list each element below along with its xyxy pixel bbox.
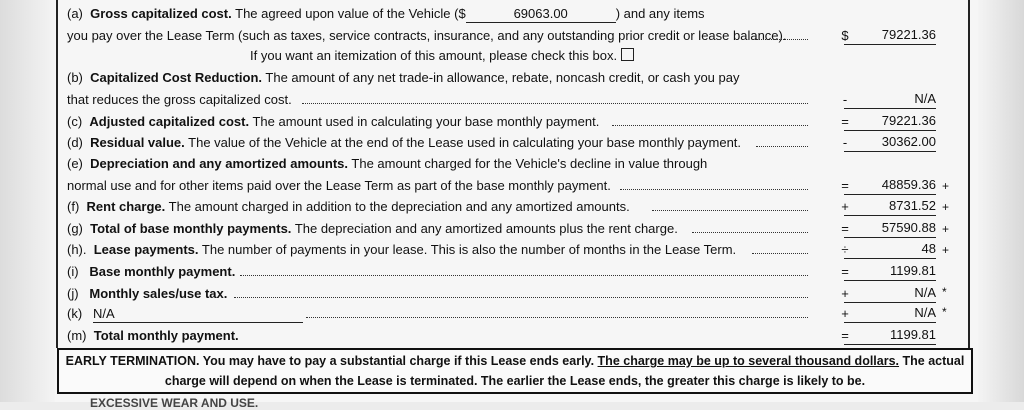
row-c-text: The amount used in calculating your base monthly payment. bbox=[252, 114, 600, 129]
operator-plus: + bbox=[841, 199, 849, 214]
row-j-title: Monthly sales/use tax. bbox=[89, 286, 228, 301]
row-g-text: The depreciation and any amortized amounts plus the rent charge. bbox=[294, 221, 678, 236]
leader-dots bbox=[692, 224, 808, 233]
total-monthly-payment-value[interactable]: 1199.81 bbox=[844, 327, 936, 345]
row-a-title: Gross capitalized cost. bbox=[90, 6, 232, 21]
row-e-text: The amount charged for the Vehicle's decline in value through bbox=[351, 156, 708, 171]
operator-equals: = bbox=[841, 264, 849, 279]
row-h-letter: (h). bbox=[67, 242, 87, 257]
row-i-title: Base monthly payment. bbox=[89, 264, 236, 279]
total-base-payments-value[interactable]: 57590.88 bbox=[844, 220, 936, 238]
early-termination-text-end: The actual bbox=[902, 354, 965, 368]
operator-equals: = bbox=[841, 328, 849, 343]
row-e-line1 bbox=[67, 156, 707, 172]
row-h bbox=[67, 242, 736, 258]
adjusted-cap-cost-value[interactable]: 79221.36 bbox=[844, 113, 936, 131]
leader-dots bbox=[752, 245, 808, 254]
vehicle-value-field[interactable]: 69063.00 bbox=[466, 6, 616, 23]
rent-charge-value[interactable]: 8731.52 bbox=[844, 198, 936, 216]
row-e-suffix: + bbox=[942, 179, 950, 193]
next-section-heading: EXCESSIVE WEAR AND USE. bbox=[90, 396, 259, 410]
residual-value[interactable]: 30362.00 bbox=[844, 134, 936, 152]
row-b-line1 bbox=[67, 70, 739, 86]
row-c bbox=[67, 114, 599, 130]
row-c-title: Adjusted capitalized cost. bbox=[89, 114, 250, 129]
early-termination-warning: The charge may be up to several thousand dollars. bbox=[597, 354, 900, 368]
row-c-letter: (c) bbox=[67, 114, 83, 129]
row-b-title: Capitalized Cost Reduction. bbox=[90, 70, 263, 85]
leader-dots bbox=[612, 117, 808, 126]
row-b-text: The amount of any net trade-in allowance, rebate, noncash credit, or cash you pay bbox=[265, 70, 740, 85]
row-g-title: Total of base monthly payments. bbox=[90, 221, 292, 236]
row-g-letter: (g) bbox=[67, 221, 83, 236]
early-termination-line2: charge will depend on when the Lease is terminated. The earlier the Lease ends, the greater this charge is likely to be. bbox=[164, 374, 866, 388]
early-termination-line1 bbox=[59, 354, 971, 368]
gross-capitalized-cost-value[interactable]: 79221.36 bbox=[844, 27, 936, 45]
depreciation-value[interactable]: 48859.36 bbox=[844, 177, 936, 195]
cap-cost-reduction-value[interactable]: N/A bbox=[844, 91, 936, 109]
row-e-letter: (e) bbox=[67, 156, 83, 171]
leader-dots bbox=[652, 202, 808, 211]
row-f-text: The amount charged in addition to the depreciation and any amortized amounts. bbox=[168, 199, 630, 214]
leader-dots bbox=[620, 181, 808, 190]
leader-dots bbox=[234, 289, 808, 298]
row-h-title: Lease payments. bbox=[93, 242, 199, 257]
itemize-note bbox=[250, 48, 634, 64]
row-g-suffix: + bbox=[942, 222, 950, 236]
itemize-checkbox[interactable] bbox=[621, 48, 634, 61]
leader-dots bbox=[756, 138, 808, 147]
sales-tax-value[interactable]: N/A bbox=[844, 285, 936, 303]
row-h-suffix: + bbox=[942, 243, 950, 257]
row-k-suffix: * bbox=[942, 305, 947, 319]
row-j bbox=[67, 286, 227, 302]
left-border bbox=[56, 0, 58, 348]
row-i bbox=[67, 264, 235, 280]
row-g bbox=[67, 221, 678, 237]
row-j-suffix: * bbox=[942, 285, 947, 299]
row-a-letter: (a) bbox=[67, 6, 83, 21]
itemize-note-text: If you want an itemization of this amount, please check this box. bbox=[250, 48, 618, 63]
row-e-title: Depreciation and any amortized amounts. bbox=[90, 156, 349, 171]
row-f-letter: (f) bbox=[67, 199, 80, 214]
operator-equals: = bbox=[841, 178, 849, 193]
row-b-line2: that reduces the gross capitalized cost. bbox=[67, 92, 292, 107]
currency-sign: $ bbox=[841, 28, 849, 43]
operator-equals: = bbox=[841, 221, 849, 236]
row-m-letter: (m) bbox=[67, 328, 87, 343]
row-h-text: The number of payments in your lease. This is also the number of months in the Lease Term. bbox=[201, 242, 737, 257]
leader-dots bbox=[240, 267, 808, 276]
operator-plus: + bbox=[841, 286, 849, 301]
row-i-letter: (i) bbox=[67, 264, 79, 279]
leader-dots bbox=[302, 95, 808, 104]
row-d-title: Residual value. bbox=[90, 135, 185, 150]
leader-dots bbox=[752, 31, 808, 40]
operator-minus: - bbox=[842, 92, 848, 107]
operator-divide: ÷ bbox=[841, 242, 849, 257]
row-m-title: Total monthly payment. bbox=[93, 328, 239, 343]
row-b-letter: (b) bbox=[67, 70, 83, 85]
early-termination-title: EARLY TERMINATION. bbox=[65, 354, 200, 368]
row-d-letter: (d) bbox=[67, 135, 83, 150]
row-m bbox=[67, 328, 239, 344]
row-a-text-end: ) and any items bbox=[615, 6, 705, 21]
row-e-line2: normal use and for other items paid over the Lease Term as part of the base monthly payment. bbox=[67, 178, 611, 193]
base-monthly-payment-value[interactable]: 1199.81 bbox=[844, 263, 936, 281]
right-border bbox=[968, 0, 970, 348]
row-f bbox=[67, 199, 630, 215]
operator-minus: - bbox=[842, 135, 848, 150]
row-j-letter: (j) bbox=[67, 286, 79, 301]
row-a-text: The agreed upon value of the Vehicle ($ bbox=[235, 6, 466, 21]
row-k-label-field[interactable]: N/A bbox=[93, 306, 303, 323]
operator-equals: = bbox=[841, 114, 849, 129]
leader-dots bbox=[306, 309, 808, 318]
row-d bbox=[67, 135, 741, 151]
lease-payments-count-value[interactable]: 48 bbox=[844, 241, 936, 259]
early-termination-box bbox=[57, 348, 973, 394]
row-f-title: Rent charge. bbox=[86, 199, 166, 214]
row-a-line1 bbox=[67, 6, 705, 23]
row-k-letter: (k) bbox=[67, 306, 83, 321]
operator-plus: + bbox=[841, 306, 849, 321]
row-f-suffix: + bbox=[942, 200, 950, 214]
early-termination-text: You may have to pay a substantial charge if this Lease ends early. bbox=[202, 354, 595, 368]
row-d-text: The value of the Vehicle at the end of the Lease used in calculating your base monthly payment. bbox=[188, 135, 742, 150]
row-k bbox=[67, 306, 303, 323]
row-a-line2: you pay over the Lease Term (such as taxes, service contracts, insurance, and any outstanding prior credit or lease balance). bbox=[67, 28, 787, 43]
row-k-value[interactable]: N/A bbox=[844, 305, 936, 323]
